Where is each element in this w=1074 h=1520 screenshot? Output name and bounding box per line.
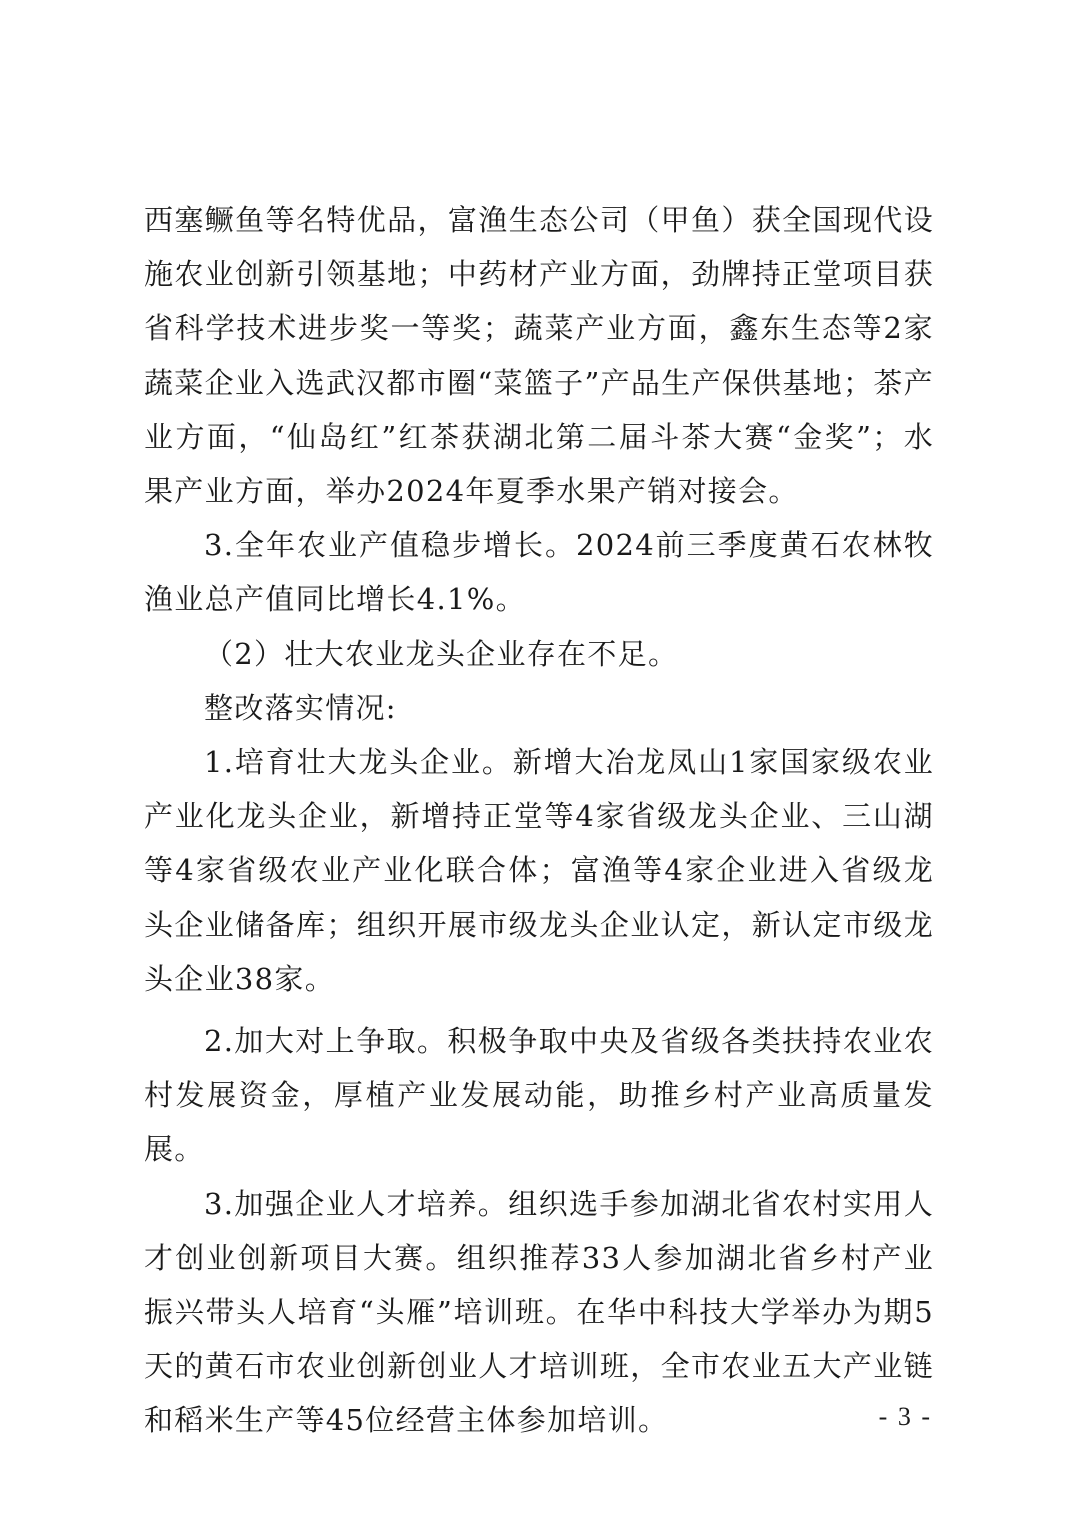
document-body xyxy=(144,193,934,1448)
paragraph-fishery-continuation: 西塞鳜鱼等名特优品，富渔生态公司（甲鱼）获全国现代设施农业创新引领基地；中药材产业方面，劲牌持正堂项目获省科学技术进步奖一等奖；蔬菜产业方面，鑫东生态等2家蔬菜企业入选武汉都市圈“菜篮子”产品生产保供基地；茶产业方面，“仙岛红”红茶获湖北第二届斗茶大赛“金奖”；水果产业方面，举办2024年夏季水果产销对接会。 xyxy=(144,203,934,509)
paragraph-talent-training: 3.加强企业人才培养。组织选手参加湖北省农村实用人才创业创新项目大赛。组织推荐33人参加湖北省乡村产业振兴带头人培育“头雁”培训班。在华中科技大学举办为期5天的黄石市农业创新创业人才培训班，全市农业五大产业链和稻米生产等45位经营主体参加培训。 xyxy=(144,1186,934,1438)
paragraph-rectification-label: 整改落实情况: xyxy=(204,690,397,725)
page-number: - 3 - xyxy=(878,1402,932,1431)
paragraph-issue-heading: （2）壮大农业龙头企业存在不足。 xyxy=(204,636,679,671)
paragraph-leading-enterprises: 1.培育壮大龙头企业。新增大冶龙凤山1家国家级农业产业化龙头企业，新增持正堂等4家省级龙头企业、三山湖等4家省级农业产业化联合体；富渔等4家企业进入省级龙头企业储备库；组织开展市级龙头企业认定，新认定市级龙头企业38家。 xyxy=(144,745,934,996)
paragraph-funding: 2.加大对上争取。积极争取中央及省级各类扶持农业农村发展资金，厚植产业发展动能，助推乡村产业高质量发展。 xyxy=(144,1024,934,1167)
paragraph-output-growth: 3.全年农业产值稳步增长。2024前三季度黄石农林牧渔业总产值同比增长4.1%。 xyxy=(144,528,934,617)
